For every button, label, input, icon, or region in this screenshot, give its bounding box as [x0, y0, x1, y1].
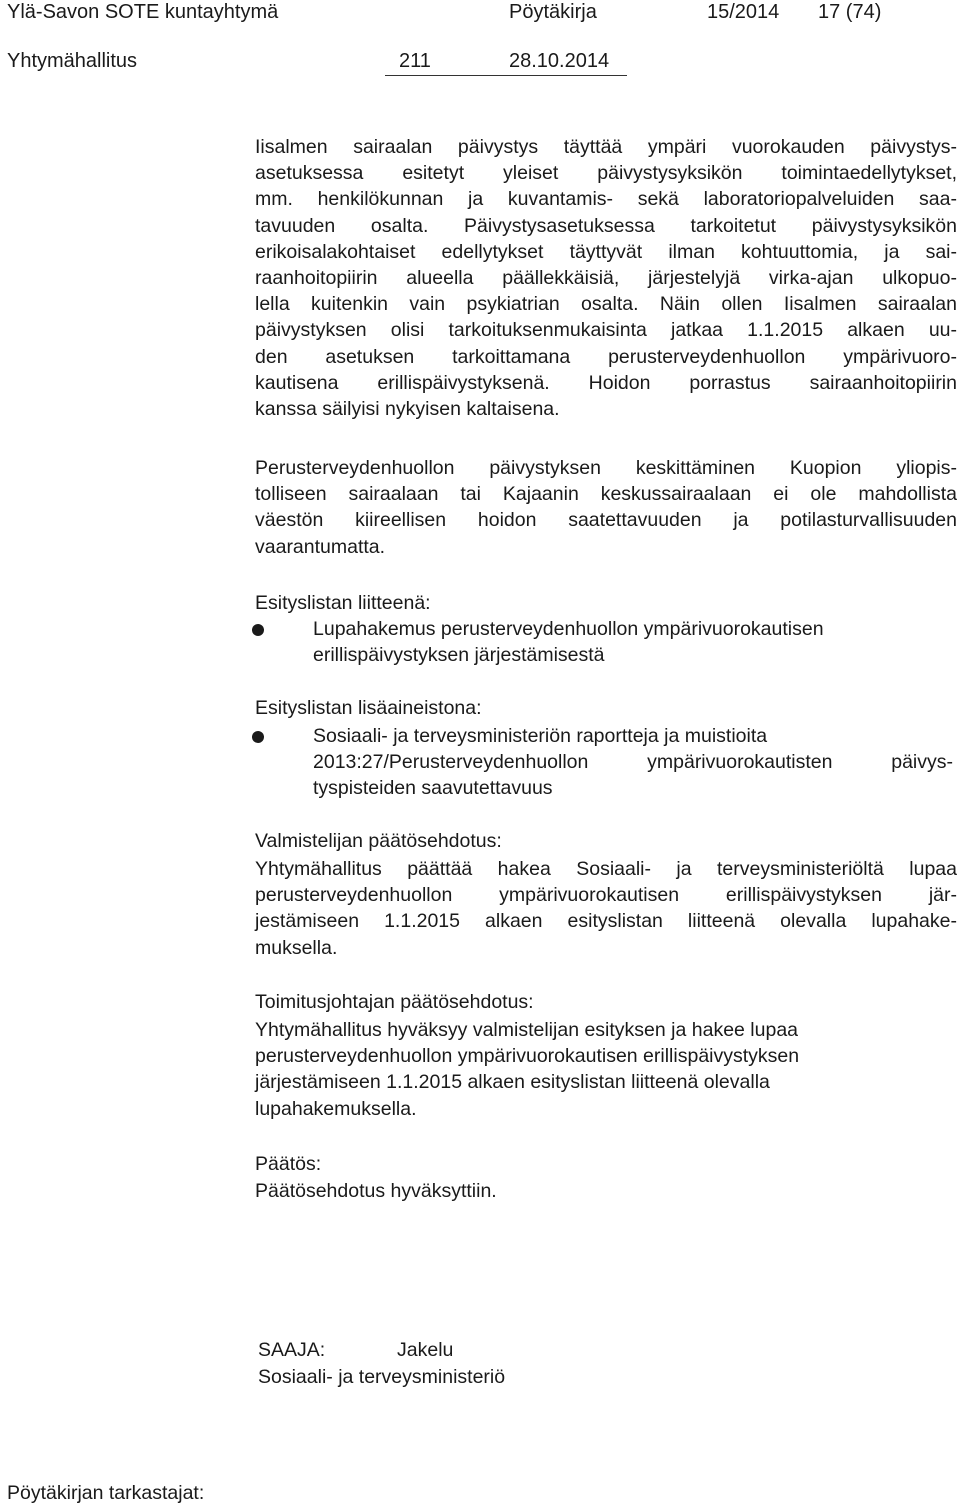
paragraph-line: perusterveydenhuollon ympärivuorokautisen erillispäivystyksen jär-: [255, 884, 957, 907]
attachments-label: Esityslistan liitteenä:: [255, 592, 431, 614]
list-item-line: 2013:27/Perusterveydenhuollon ympärivuorokautisten päivys-: [313, 751, 953, 774]
paragraph-line: päivystyksen olisi tarkoituksenmukaisinta jatkaa 1.1.2015 alkaen uu-: [255, 319, 957, 342]
preparer-proposal-text: [255, 856, 957, 961]
ceo-proposal-label: Toimitusjohtajan päätösehdotus:: [255, 991, 534, 1013]
paragraph-line: Yhtymähallitus hyväksyy valmistelijan esityksen ja hakee lupaa: [255, 1019, 799, 1041]
additional-info-item: [313, 723, 953, 802]
meeting-date: 28.10.2014: [509, 50, 610, 72]
paragraph-line: Iisalmen sairaalan päivystys täyttää ympäri vuorokauden päivystys-: [255, 136, 957, 158]
paragraph-line: lella kuitenkin vain psykiatrian osalta. Näin ollen Iisalmen sairaalan: [255, 293, 957, 316]
reviewers-label: Pöytäkirjan tarkastajat:: [7, 1482, 205, 1504]
list-item-line: Lupahakemus perusterveydenhuollon ympärivuorokautisen: [313, 618, 824, 640]
preparer-proposal-label: Valmistelijan päätösehdotus:: [255, 830, 502, 852]
page-number: 17 (74): [818, 1, 882, 23]
decision-label: Päätös:: [255, 1153, 322, 1175]
ceo-proposal-text: [255, 1017, 957, 1122]
list-item-line: erillispäivystyksen järjestämisestä: [313, 644, 605, 667]
body-name: Yhtymähallitus: [7, 50, 138, 72]
bullet-icon: [252, 731, 264, 743]
paragraph-line: erikoisalakohtaiset edellytykset täyttyvät ilman kohtuuttomia, ja sai-: [255, 240, 957, 263]
paragraph-line: kanssa säilyisi nykyisen kaltaisena.: [255, 397, 560, 420]
section-number: 211: [399, 50, 431, 72]
paragraph-line: raanhoitopiirin alueella päällekkäisiä, järjestelyjä virka-ajan ulkopuo-: [255, 266, 957, 289]
bullet-icon: [252, 624, 264, 636]
paragraph-line: tolliseen sairaalaan tai Kajaanin keskussairaalaan ei ole mahdollista: [255, 483, 957, 506]
recipient-label: SAAJA:: [258, 1339, 326, 1361]
paragraph-line: väestön kiireellisen hoidon saatettavuuden ja potilasturvallisuuden: [255, 509, 957, 532]
organization-name: Ylä-Savon SOTE kuntayhtymä: [7, 1, 279, 23]
paragraph-line: den asetuksen tarkoittamana perusterveydenhuollon ympärivuoro-: [255, 345, 957, 368]
paragraph-line: kautisena erillispäivystyksenä. Hoidon porrastus sairaanhoitopiirin: [255, 371, 957, 394]
paragraph-line: tavuuden osalta. Päivystysasetuksessa tarkoitetut päivystysyksikön: [255, 214, 957, 237]
attachment-item: [313, 616, 953, 668]
paragraph-line: mm. henkilökunnan ja kuvantamis- sekä laboratoriopalveluiden saa-: [255, 188, 957, 211]
decision-text: Päätösehdotus hyväksyttiin.: [255, 1180, 497, 1202]
paragraph-line: vaarantumatta.: [255, 535, 386, 558]
recipient-name: Sosiaali- ja terveysministeriö: [258, 1366, 506, 1388]
intro-paragraph: [255, 134, 957, 422]
header-underline: [385, 75, 627, 76]
paragraph-line: asetuksessa esitetyt yleiset päivystysyksikön toimintaedellytykset,: [255, 162, 957, 185]
document-type: Pöytäkirja: [509, 1, 597, 23]
second-paragraph: [255, 455, 957, 560]
additional-info-label: Esityslistan lisäaineistona:: [255, 697, 482, 719]
paragraph-line: järjestämiseen 1.1.2015 alkaen esityslistan liitteenä olevalla: [255, 1071, 770, 1094]
list-item-line: Sosiaali- ja terveysministeriön raportteja ja muistioita: [313, 725, 768, 747]
paragraph-line: perusterveydenhuollon ympärivuorokautisen erillispäivystyksen: [255, 1045, 800, 1068]
paragraph-line: jestämiseen 1.1.2015 alkaen esityslistan liitteenä olevalla lupahake-: [255, 910, 957, 933]
paragraph-line: lupahakemuksella.: [255, 1097, 417, 1120]
paragraph-line: muksella.: [255, 936, 338, 959]
list-item-line: tyspisteiden saavutettavuus: [313, 777, 553, 800]
distribution-label: Jakelu: [397, 1339, 454, 1361]
paragraph-line: Perusterveydenhuollon päivystyksen keskittäminen Kuopion yliopis-: [255, 457, 957, 479]
paragraph-line: Yhtymähallitus päättää hakea Sosiaali- ja terveysministeriöltä lupaa: [255, 858, 957, 880]
document-number: 15/2014: [707, 1, 780, 23]
